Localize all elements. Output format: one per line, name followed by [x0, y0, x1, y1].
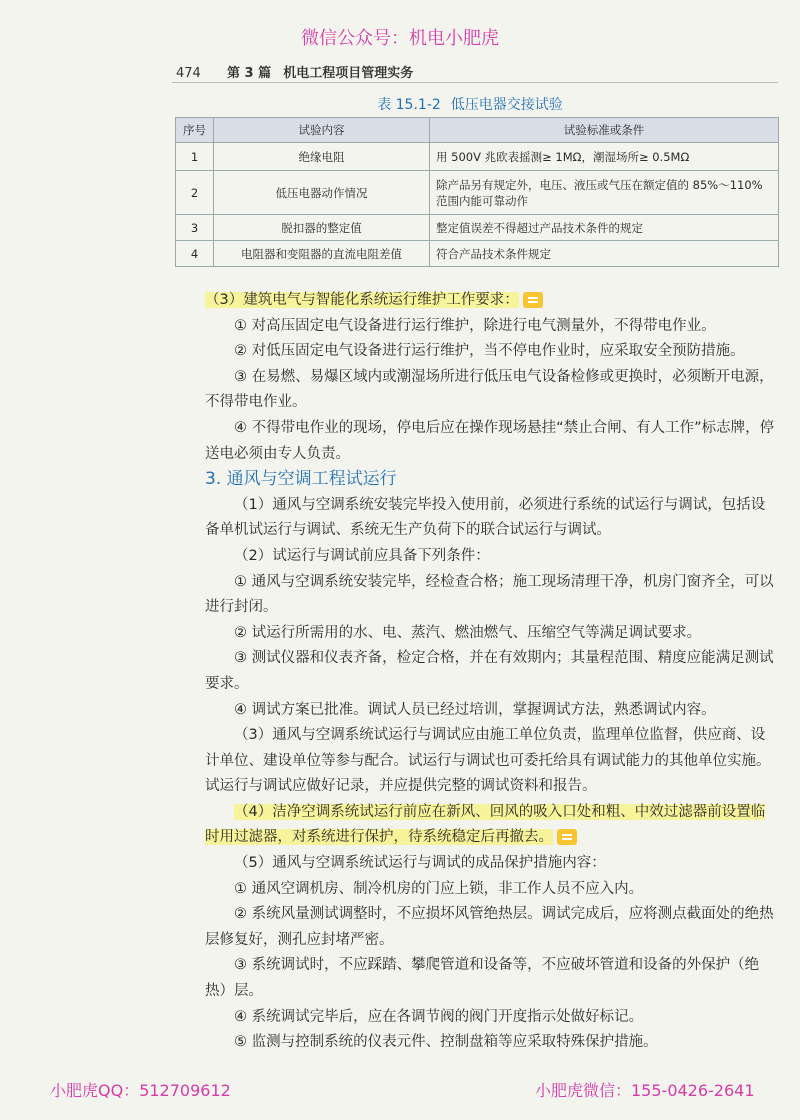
table-cell: 用 500V 兆欧表摇测≥ 1MΩ，潮湿场所≥ 0.5MΩ — [430, 143, 779, 171]
table-cell: 脱扣器的整定值 — [214, 215, 430, 241]
paragraph: ② 试运行所需用的水、电、蒸汽、燃油燃气、压缩空气等满足调试要求。 — [234, 624, 702, 641]
paragraph: ③ 测试仪器和仪表齐备，检定合格，并在有效期内；其量程范围、精度应能满足测试要求。 — [205, 650, 774, 692]
paragraph: ④ 不得带电作业的现场，停电后应在操作现场悬挂“禁止合闸、有人工作”标志牌，停送电必须由专人负责。 — [205, 419, 775, 462]
test-table — [175, 117, 779, 267]
header-rule — [172, 82, 778, 83]
highlight: （3）建筑电气与智能化系统运行维护工作要求： — [205, 292, 519, 308]
table-number: 表 15.1-2 — [377, 97, 441, 113]
page-number: 474 — [176, 66, 201, 81]
comment-note-icon[interactable] — [523, 292, 543, 308]
paragraph: ④ 系统调试完毕后，应在各调节阀的阀门开度指示处做好标记。 — [234, 1008, 644, 1025]
paragraph: ② 系统风量测试调整时，不应损坏风管绝热层。调试完成后，应将测点截面处的绝热层修复好，测孔应封堵严密。 — [205, 906, 774, 948]
paragraph: ④ 调试方案已批准。调试人员已经过培训，掌握调试方法，熟悉调试内容。 — [234, 701, 716, 718]
paragraph: ① 通风与空调系统安装完毕，经检查合格；施工现场清理干净，机房门窗齐全，可以进行封闭。 — [205, 573, 774, 616]
watermark-bottom-left: 小肥虎QQ：512709612 — [50, 1081, 231, 1100]
table-cell: 3 — [176, 215, 214, 241]
section-heading: 3. 通风与空调工程试运行 — [205, 469, 397, 490]
page-header — [176, 62, 421, 81]
table-cell: 符合产品技术条件规定 — [430, 241, 779, 267]
table-cell: 2 — [176, 171, 214, 215]
paragraph: （2）试运行与调试前应具备下列条件： — [234, 547, 490, 564]
paragraph-highlighted — [205, 800, 777, 851]
table-row — [176, 143, 779, 171]
paragraph: ① 通风空调机房、制冷机房的门应上锁，非工作人员不应入内。 — [234, 880, 644, 897]
table-header-row — [176, 118, 779, 143]
paragraph: （3）通风与空调系统试运行与调试应由施工单位负责，监理单位监督，供应商、设计单位、建设单位等参与配合。试运行与调试也可委托给具有调试能力的其他单位实施。试运行与调试应做好记录，并应提供完整的调试资料和报告。 — [205, 727, 771, 795]
table-cell: 4 — [176, 241, 214, 267]
paragraph: ① 对高压固定电气设备进行运行维护，除进行电气测量外，不得带电作业。 — [234, 317, 716, 334]
paragraph: ③ 系统调试时，不应踩踏、攀爬管道和设备等，不应破坏管道和设备的外保护（绝热）层。 — [205, 957, 760, 1000]
comment-note-icon[interactable] — [557, 829, 577, 845]
table-row — [176, 215, 779, 241]
paragraph: ② 对低压固定电气设备进行运行维护，当不停电作业时，应采取安全预防措施。 — [234, 343, 745, 360]
paragraph-3-heading — [205, 288, 777, 314]
highlight: （4）洁净空调系统试运行前应在新风、回风的吸入口处和粗、中效过滤器前设置临时用过滤器，对系统进行保护，待系统稳定后再撤去。 — [205, 803, 766, 846]
table-cell: 电阻器和变阻器的直流电阻差值 — [214, 241, 430, 267]
watermark-top: 微信公众号：机电小肥虎 — [301, 28, 499, 49]
body-text — [205, 288, 777, 1056]
paragraph: （1）通风与空调系统安装完毕投入使用前，必须进行系统的试运行与调试，包括设备单机试运行与调试、系统无生产负荷下的联合试运行与调试。 — [205, 496, 766, 539]
header-cell-standard: 试验标准或条件 — [430, 118, 779, 143]
table-cell: 除产品另有规定外，电压、液压或气压在额定值的 85%～110% 范围内能可靠动作 — [430, 171, 779, 215]
table-cell: 1 — [176, 143, 214, 171]
part-label: 第 3 篇 — [226, 66, 272, 81]
watermark-bottom-right: 小肥虎微信：155-0426-2641 — [535, 1081, 755, 1100]
book-title: 机电工程项目管理实务 — [283, 66, 414, 81]
table-cell: 低压电器动作情况 — [214, 171, 430, 215]
table-cell: 绝缘电阻 — [214, 143, 430, 171]
table-row — [176, 241, 779, 267]
paragraph: ③ 在易燃、易爆区域内或潮湿场所进行低压电气设备检修或更换时，必须断开电源，不得带电作业。 — [205, 368, 774, 411]
table-caption — [172, 94, 778, 114]
paragraph: ⑤ 监测与控制系统的仪表元件、控制盘箱等应采取特殊保护措施。 — [234, 1034, 658, 1051]
table-row — [176, 171, 779, 215]
table-title: 低压电器交接试验 — [450, 97, 563, 113]
paragraph: （5）通风与空调系统试运行与调试的成品保护措施内容： — [234, 855, 606, 872]
header-cell-item: 试验内容 — [214, 118, 430, 143]
table-cell: 整定值误差不得超过产品技术条件的规定 — [430, 215, 779, 241]
header-cell-no: 序号 — [176, 118, 214, 143]
